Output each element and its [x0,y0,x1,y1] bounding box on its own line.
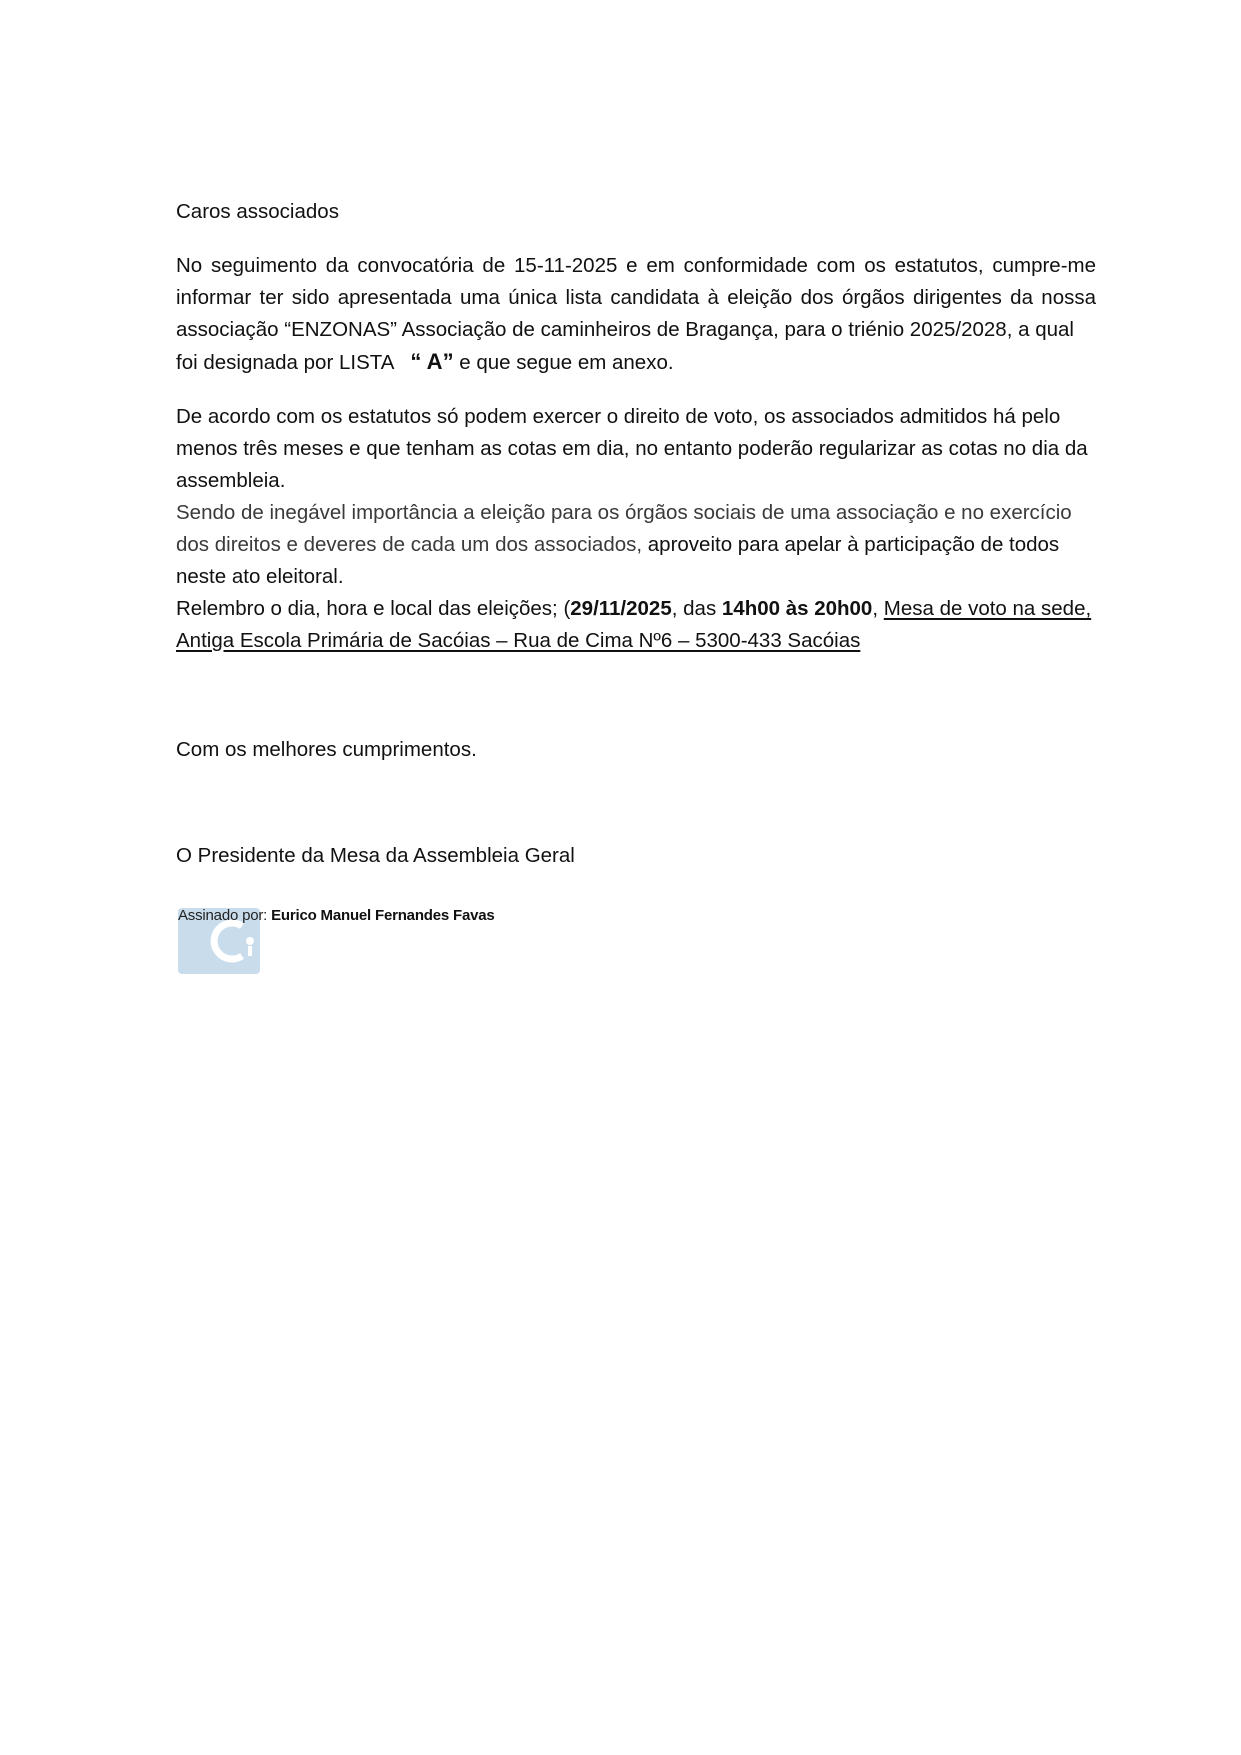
participation-dark-text: aproveito para apelar à participação de todos neste ato eleitoral. [176,533,1060,588]
paragraph-candidate-list-text: No seguimento da convocatória de 15-11-2025 e em conformidade com os estatutos, cumpre-me informar ter sido apresentada uma única lista candidata à eleição dos órgãos dirigentes da nossa associação “ENZONAS” Associação de caminheiros de Bragança, para o triénio 2025/2028, a qual [176,254,1096,341]
lista-suffix: e que segue em anexo. [453,351,674,374]
participation-grey-text: Sendo de inegável importância a eleição para os órgãos sociais de uma associação e no exercício dos direitos e deveres de cada um dos associados, [176,501,1072,556]
election-comma: , [872,597,884,620]
paragraph-participation [176,497,1096,593]
election-time: 14h00 às 20h00 [721,597,873,620]
election-location: Mesa de voto na sede, Antiga Escola Primária de Sacóias – Rua de Cima Nº6 – 5300-433 Sacóias [176,597,1092,652]
paragraph-candidate-list-last-line [176,346,1096,379]
paragraph-candidate-list [176,250,1096,379]
signature-text [178,906,495,926]
greeting: Caros associados [176,200,339,223]
election-date: 29/11/2025 [570,597,672,620]
signature-name: Eurico Manuel Fernandes Favas [271,907,495,924]
closing: Com os melhores cumprimentos. [176,738,477,761]
election-intro: Relembro o dia, hora e local das eleições; ( [176,597,571,620]
paragraph-election-details [176,593,1096,657]
lista-prefix: foi designada por LISTA [176,351,411,374]
paragraph-voting-rights: De acordo com os estatutos só podem exercer o direito de voto, os associados admitidos há pelo menos três meses e que tenham as cotas em dia, no entanto poderão regularizar as cotas no dia da assembleia. [176,405,1088,492]
lista-letter: “ A” [410,349,454,374]
digital-signature [178,906,598,976]
signer-title: O Presidente da Mesa da Assembleia Geral [176,844,575,867]
letter-body [176,196,1096,657]
signature-prefix: Assinado por: [178,907,272,924]
election-between: , das [671,597,722,620]
